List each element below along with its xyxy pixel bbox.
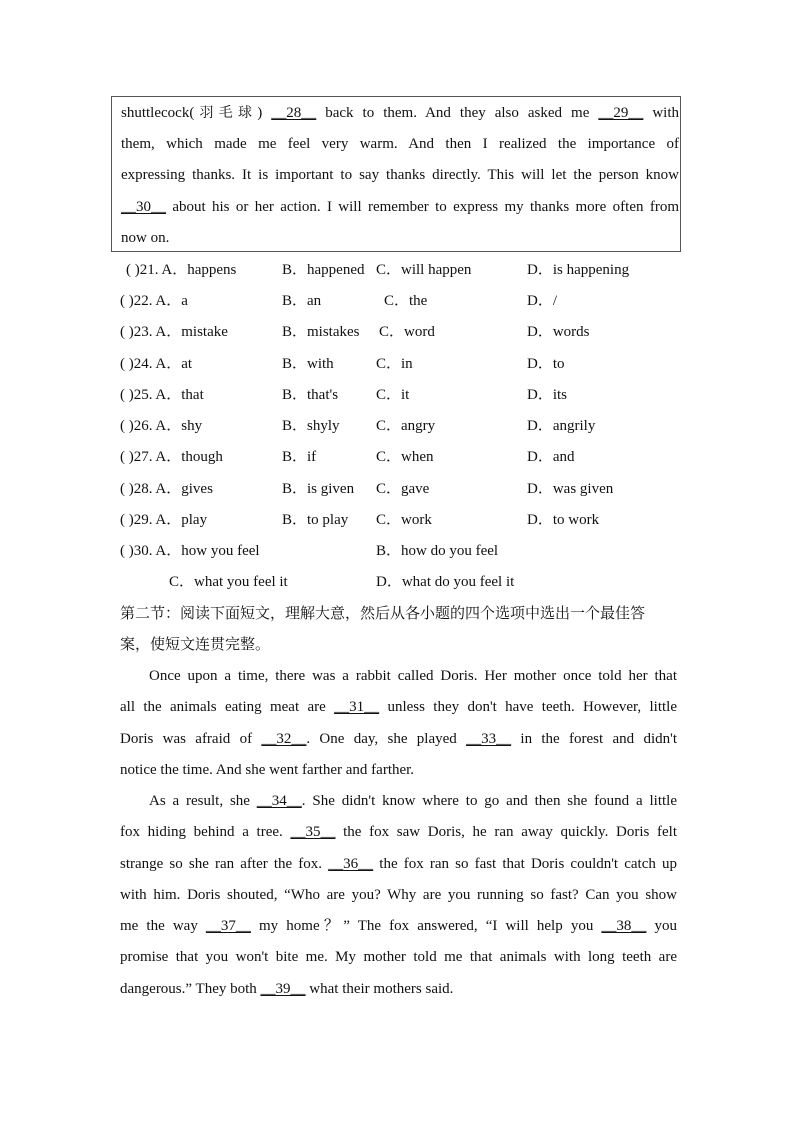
passage-text: all the animals eating meat are [120, 699, 335, 715]
option-b: B．how do you feel [376, 543, 499, 559]
option-c: C．it [376, 387, 410, 403]
option-row-23 [0, 321, 794, 343]
option-a: ( )29. A．play [120, 512, 208, 528]
option-row-21 [0, 259, 794, 281]
option-c: C．angry [376, 418, 436, 434]
blank-28: __28__ [271, 105, 317, 121]
passage-text: my home？” The fox answered, “I will help you [250, 918, 602, 934]
option-a: ( )25. A．that [120, 387, 204, 403]
box-chinese-gloss: 羽毛球 [194, 105, 258, 121]
box-text: shuttlecock( [121, 105, 195, 121]
option-row-30 [0, 540, 794, 562]
passage-line [120, 853, 677, 875]
passage-text: Doris was afraid of [120, 731, 262, 747]
passage-text: . She didn't know where to go and then she found a little [301, 793, 677, 809]
option-a: ( )27. A．though [120, 449, 223, 465]
option-row-25 [0, 384, 794, 406]
blank-38: __38__ [601, 918, 647, 934]
passage-text: unless they don't have teeth. However, little [379, 699, 677, 715]
box-text: ) [257, 105, 272, 121]
blank-35: __35__ [290, 824, 336, 840]
section-2-instruction: 第二节：阅读下面短文，理解大意，然后从各小题的四个选项中选出一个最佳答 [120, 604, 646, 622]
passage-line: Once upon a time, there was a rabbit called Doris. Her mother once told her that [149, 668, 677, 684]
passage-line [120, 915, 677, 937]
passage-line: promise that you won't bite me. My mother told me that animals with long teeth are [120, 949, 677, 965]
blank-31: __31__ [334, 699, 380, 715]
option-c: C．what you feel it [169, 574, 288, 590]
option-b: B．to play [282, 512, 349, 528]
passage-text: you [646, 918, 678, 934]
passage-text: fox hiding behind a tree. [120, 824, 291, 840]
box-line-2: them, which made me feel very warm. And then I realized the importance of [121, 136, 679, 152]
option-b: B．shyly [282, 418, 340, 434]
passage-text: . One day, she played [306, 731, 467, 747]
option-row-28 [0, 478, 794, 500]
passage-text: what their mothers said. [305, 981, 454, 997]
passage-line: notice the time. And she went farther and farther. [120, 762, 415, 778]
option-d: D．and [527, 449, 575, 465]
option-d: D．to [527, 356, 565, 372]
box-line-4 [121, 197, 679, 217]
option-b: B．with [282, 356, 334, 372]
option-row-22 [0, 290, 794, 312]
option-d: D．/ [527, 293, 558, 309]
option-c: C．word [379, 324, 435, 340]
blank-30: __30__ [121, 199, 166, 215]
option-row-30-cont [0, 571, 794, 593]
blank-29: __29__ [598, 105, 644, 121]
box-text: back to them. And they also asked me [316, 105, 599, 121]
option-row-29 [0, 509, 794, 531]
option-b: B．is given [282, 481, 355, 497]
box-line-3: expressing thanks. It is important to say thanks directly. This will let the person know [121, 167, 679, 183]
option-a: ( )21. A．happens [126, 262, 237, 278]
passage-text: the fox ran so fast that Doris couldn't catch up [373, 856, 677, 872]
blank-33: __33__ [466, 731, 512, 747]
passage-text: As a result, she [149, 793, 257, 809]
passage-text: in the forest and didn't [511, 731, 677, 747]
option-row-27 [0, 446, 794, 468]
option-a: ( )28. A．gives [120, 481, 213, 497]
option-d: D．its [527, 387, 568, 403]
option-d: D．to work [527, 512, 600, 528]
box-text: with [643, 105, 679, 121]
passage-text: dangerous.” They both [120, 981, 261, 997]
option-row-24 [0, 353, 794, 375]
passage-line [149, 790, 677, 812]
box-text: about his or her action. I will remember to express my thanks more often from [166, 199, 679, 215]
passage-line [120, 978, 677, 1000]
box-line-1 [121, 103, 679, 123]
option-b: B．an [282, 293, 322, 309]
passage-line: with him. Doris shouted, “Who are you? Why are you running so fast? Can you show [120, 887, 677, 903]
option-a: ( )26. A．shy [120, 418, 203, 434]
option-b: B．happened [282, 262, 365, 278]
option-c: C．gave [376, 481, 430, 497]
option-c: C．work [376, 512, 432, 528]
passage-line [120, 821, 677, 843]
option-a: ( )30. A．how you feel [120, 543, 260, 559]
blank-37: __37__ [205, 918, 251, 934]
option-a: ( )24. A．at [120, 356, 193, 372]
blank-39: __39__ [260, 981, 306, 997]
passage-line [120, 696, 677, 718]
option-c: C．will happen [376, 262, 472, 278]
option-b: B．that's [282, 387, 339, 403]
option-d: D．angrily [527, 418, 596, 434]
passage-text: the fox saw Doris, he ran away quickly. Doris felt [335, 824, 677, 840]
blank-34: __34__ [256, 793, 302, 809]
option-c: C．the [384, 293, 428, 309]
passage-text: me the way [120, 918, 206, 934]
option-d: D．what do you feel it [376, 574, 515, 590]
section-2-instruction-cont: 案，使短文连贯完整。 [120, 635, 271, 653]
blank-32: __32__ [261, 731, 307, 747]
passage-box [111, 96, 681, 252]
option-d: D．is happening [527, 262, 630, 278]
passage-line [120, 728, 677, 750]
option-d: D．was given [527, 481, 614, 497]
option-row-26 [0, 415, 794, 437]
option-d: D．words [527, 324, 590, 340]
option-c: C．when [376, 449, 434, 465]
option-a: ( )22. A．a [120, 293, 188, 309]
option-b: B．if [282, 449, 317, 465]
box-line-5: now on. [121, 230, 170, 246]
blank-36: __36__ [328, 856, 374, 872]
option-a: ( )23. A．mistake [120, 324, 228, 340]
option-c: C．in [376, 356, 413, 372]
option-b: B．mistakes [282, 324, 360, 340]
passage-text: strange so she ran after the fox. [120, 856, 329, 872]
